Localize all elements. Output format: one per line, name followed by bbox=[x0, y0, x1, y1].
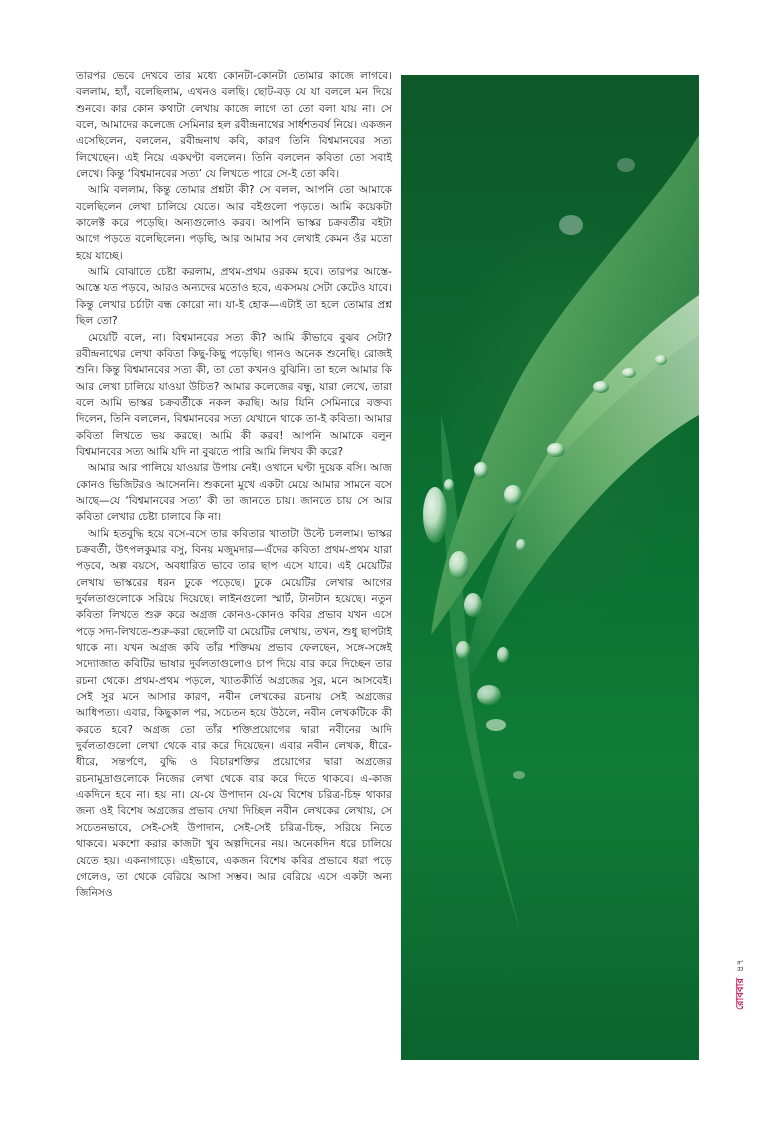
magazine-name: রোববার bbox=[734, 978, 746, 1010]
paragraph: আমার আর পালিয়ে যাওয়ার উপায় নেই। ওখানে ঘণ্টা দুয়েক বসি। আজ কোনও ভিজিটরও আসেননি। শুকনো মুখে একটা মেয়ে আমার সামনে বসে আছে—যে ‘বিশ্বমানবের সত্য’ কী তা জানতে চায়। জানতে চায় সে আর কবিতা লেখার চেষ্টা চালাবে কি না। bbox=[76, 462, 392, 524]
paragraph: আমি বললাম, কিন্তু তোমার প্রশ্নটা কী? সে বলল, আপনি তো আমাকে বলেছিলেন লেখা চালিয়ে যেতে। আর বইগুলো পড়তে। আমি কয়েকটা কালেক্ট করে পড়েছি। অন্যগুলোও করব। আপনি ভাস্কর চক্রবর্তীর বইটা আগে পড়তে বলেছিলেন। পড়ছি, আর আমার সব লেখাই কেমন ওঁর মতো হয়ে যাচ্ছে। bbox=[76, 184, 392, 262]
page-folio bbox=[733, 950, 749, 1010]
article-body bbox=[76, 68, 392, 902]
paragraph: মেয়েটি বলে, না। বিশ্বমানবের সত্য কী? আমি কীভাবে বুঝব সেটা? রবীন্দ্রনাথের লেখা কবিতা কিছু-কিছু পড়েছি। গানও অনেক শুনেছি। রোজই শুনি। কিন্তু বিশ্বমানবের সত্য কী, তা তো কখনও বুঝিনি। তা হলে আমার কি আর লেখা চালিয়ে যাওয়া উচিত? আমার কলেজের বন্ধু, যারা লেখে, তারা বলে আমি ভাস্কর চক্রবর্তীকে নকল করছি। আর যিনি সেমিনারে বক্তব্য দিলেন, তিনি বললেন, বিশ্বমানবের সত্য যেখানে থাকে তা-ই কবিতা। আমার কবিতা লিখতে ভয় করছে। আমি কী করব! আপনি আমাকে বলুন বিশ্বমানবের সত্য আমি যদি না বুঝতে পারি আমি লিখব কী করে? bbox=[76, 331, 392, 458]
leaf-illustration bbox=[401, 75, 699, 1060]
paragraph: তারপর ভেবে দেখবে তার মধ্যে কোনটা-কোনটা তোমার কাজে লাগবে। বললাম, হ্যাঁ, বলেছিলাম, এখনও বলছি। ছোট-বড় যে যা বললে মন দিয়ে শুনবে। কার কোন কথাটা লেখায় কাজে লাগে তা তো বলা যায় না। সে বলে, আমাদের কলেজে সেমিনার হল রবীন্দ্রনাথের সার্ধশতবর্ষ নিয়ে। একজন এসেছিলেন, বললেন, রবীন্দ্রনাথ কবি, কারণ তিনি বিশ্বমানবের সত্য লিখেছেন। এই নিয়ে একঘণ্টা বললেন। তিনি বললেন কবিতা তো সবাই লেখে। কিন্তু ‘বিশ্বমানবের সত্য’ যে লিখতে পারে সে-ই তো কবি। bbox=[76, 70, 392, 181]
paragraph: আমি হতবুদ্ধি হয়ে বসে-বসে তার কবিতার খাতাটা উল্টে চললাম। ভাস্কর চক্রবর্তী, উৎপলকুমার বসু, বিনয় মজুমদার—এঁদের কবিতা প্রথম-প্রথম যারা পড়বে, অল্প বয়সে, অবধারিত ভাবে তার ছাপ এসে যাবে। এই মেয়েটির লেখায় ভাস্করের ধরন ঢুকে পড়েছে। ঢুকে মেয়েটির লেখার আগের দুর্বলতাগুলোকে সরিয়ে দিয়েছে। লাইনগুলো স্মার্ট, টানটান হয়েছে। নতুন কবিতা লিখতে শুরু করে অগ্রজ কোনও-কোনও কবির প্রভাব যখন এসে পড়ে সদ্য-লিখতে-শুরু-করা ছেলেটি বা মেয়েটির লেখায়, তখন, শুধু ছাপটাই থাকে না। যখন অগ্রজ কবি তাঁর শক্তিময় প্রভাব ফেলছেন, সঙ্গে-সঙ্গেই সদ্যোজাত কবিটির ভাষার দুর্বলতাগুলোও চাপ দিয়ে বার করে দিচ্ছেন তার রচনা থেকে। প্রথম-প্রথম পড়লে, খ্যাতকীর্তি অগ্রজের সুর, মনে আসবেই। সেই সুর মনে আসার কারণ, নবীন লেখকের রচনায় সেই অগ্রজের আধিপত্য। এবার, কিছুকাল পর, সচেতন হয়ে উঠলে, নবীন লেখকটিকে কী করতে হবে? অগ্রজ তো তাঁর শক্তিপ্রয়োগের দ্বারা নবীনের আদি দুর্বলতাগুলো লেখা থেকে বার করে দিয়েছেন। এবার নবীন লেখক, ধীরে-ধীরে, সন্তর্পণে, বুদ্ধি ও বিচারশক্তির প্রয়োগের দ্বারা অগ্রজের রচনামুদ্রাগুলোকে নিজের লেখা থেকে বার করে দিতে থাকবে। এ-কাজ একদিনে হবে না। হয় না। যে-যে উপাদান যে-যে বিশেষ চরিত্র-চিহ্ন থাকার জন্য ওই বিশেষ অগ্রজের প্রভাব দেখা দিচ্ছিল নবীন লেখকের লেখায়, সে সচেতনভাবে, সেই-সেই উপাদান, সেই-সেই চরিত্র-চিহ্ন, সরিয়ে নিতে থাকবে। মকশো করার কাজটা খুব অল্পদিনের নয়। অনেকদিন ধরে চালিয়ে যেতে হয়। একনাগাড়ে। এইভাবে, একজন বিশেষ কবির প্রভাবে ধরা পড়ে গেলেও, তা থেকে বেরিয়ে আসা সম্ভব। আর বেরিয়ে এসে একটা অন্য জিনিসও bbox=[76, 527, 392, 900]
page-number: ৪৭ bbox=[734, 959, 746, 972]
leaf-photo bbox=[401, 75, 699, 1060]
paragraph: আমি বোঝাতে চেষ্টা করলাম, প্রথম-প্রথম ওরকম হবে। তারপর আস্তে-আস্তে যত পড়বে, আরও অন্যদের মতোও হবে, একসময় সেটা কেটেও যাবে। কিন্তু লেখার চর্চাটা বন্ধ কোরো না। যা-ই হোক—এটাই তা হলে তোমার প্রশ্ন ছিল তো? bbox=[76, 266, 392, 328]
